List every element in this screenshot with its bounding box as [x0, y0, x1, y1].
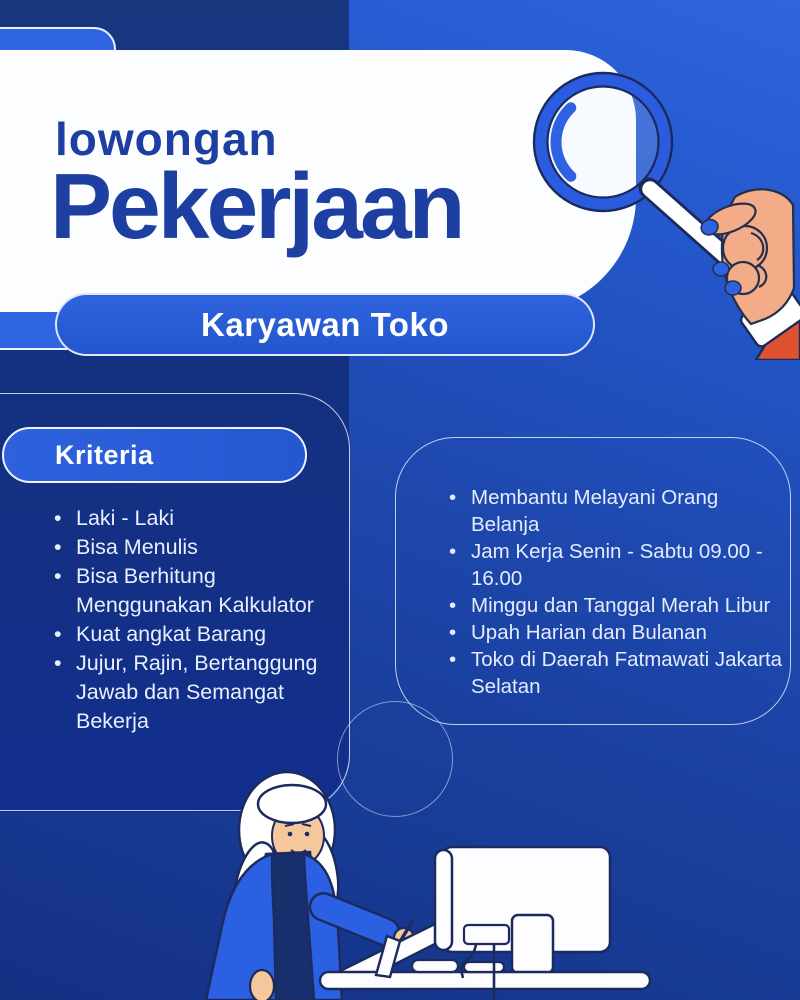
list-item: • Laki - Laki	[52, 504, 332, 533]
list-item: • Membantu Melayani Orang Belanja	[447, 484, 787, 538]
monitor-stand	[512, 915, 553, 973]
list-item: • Kuat angkat Barang	[52, 620, 332, 649]
list-item: • Upah Harian dan Bulanan	[447, 619, 787, 646]
list-item: • Jujur, Rajin, Bertanggung Jawab dan Semangat Bekerja	[52, 649, 332, 736]
list-item: • Jam Kerja Senin - Sabtu 09.00 - 16.00	[447, 538, 787, 592]
list-item: • Bisa Berhitung Menggunakan Kalkulator	[52, 562, 332, 620]
magnifying-glass-icon	[520, 55, 800, 360]
list-item: • Minggu dan Tanggal Merah Libur	[447, 592, 787, 619]
criteria-heading: Kriteria	[55, 439, 154, 470]
page-title-large: Pekerjaan	[50, 154, 463, 258]
criteria-list	[52, 504, 332, 736]
list-item: • Toko di Daerah Fatmawati Jakarta Selatan	[447, 646, 787, 700]
criteria-heading-pill	[2, 427, 307, 483]
page-title-small: lowongan	[55, 113, 278, 165]
details-list	[447, 484, 787, 700]
worker-illustration	[180, 758, 660, 1000]
keyboard	[412, 960, 504, 972]
resting-hand	[250, 970, 274, 1000]
desk	[320, 972, 650, 989]
position-badge: Karyawan Toko	[55, 293, 595, 356]
list-item: • Bisa Menulis	[52, 533, 332, 562]
